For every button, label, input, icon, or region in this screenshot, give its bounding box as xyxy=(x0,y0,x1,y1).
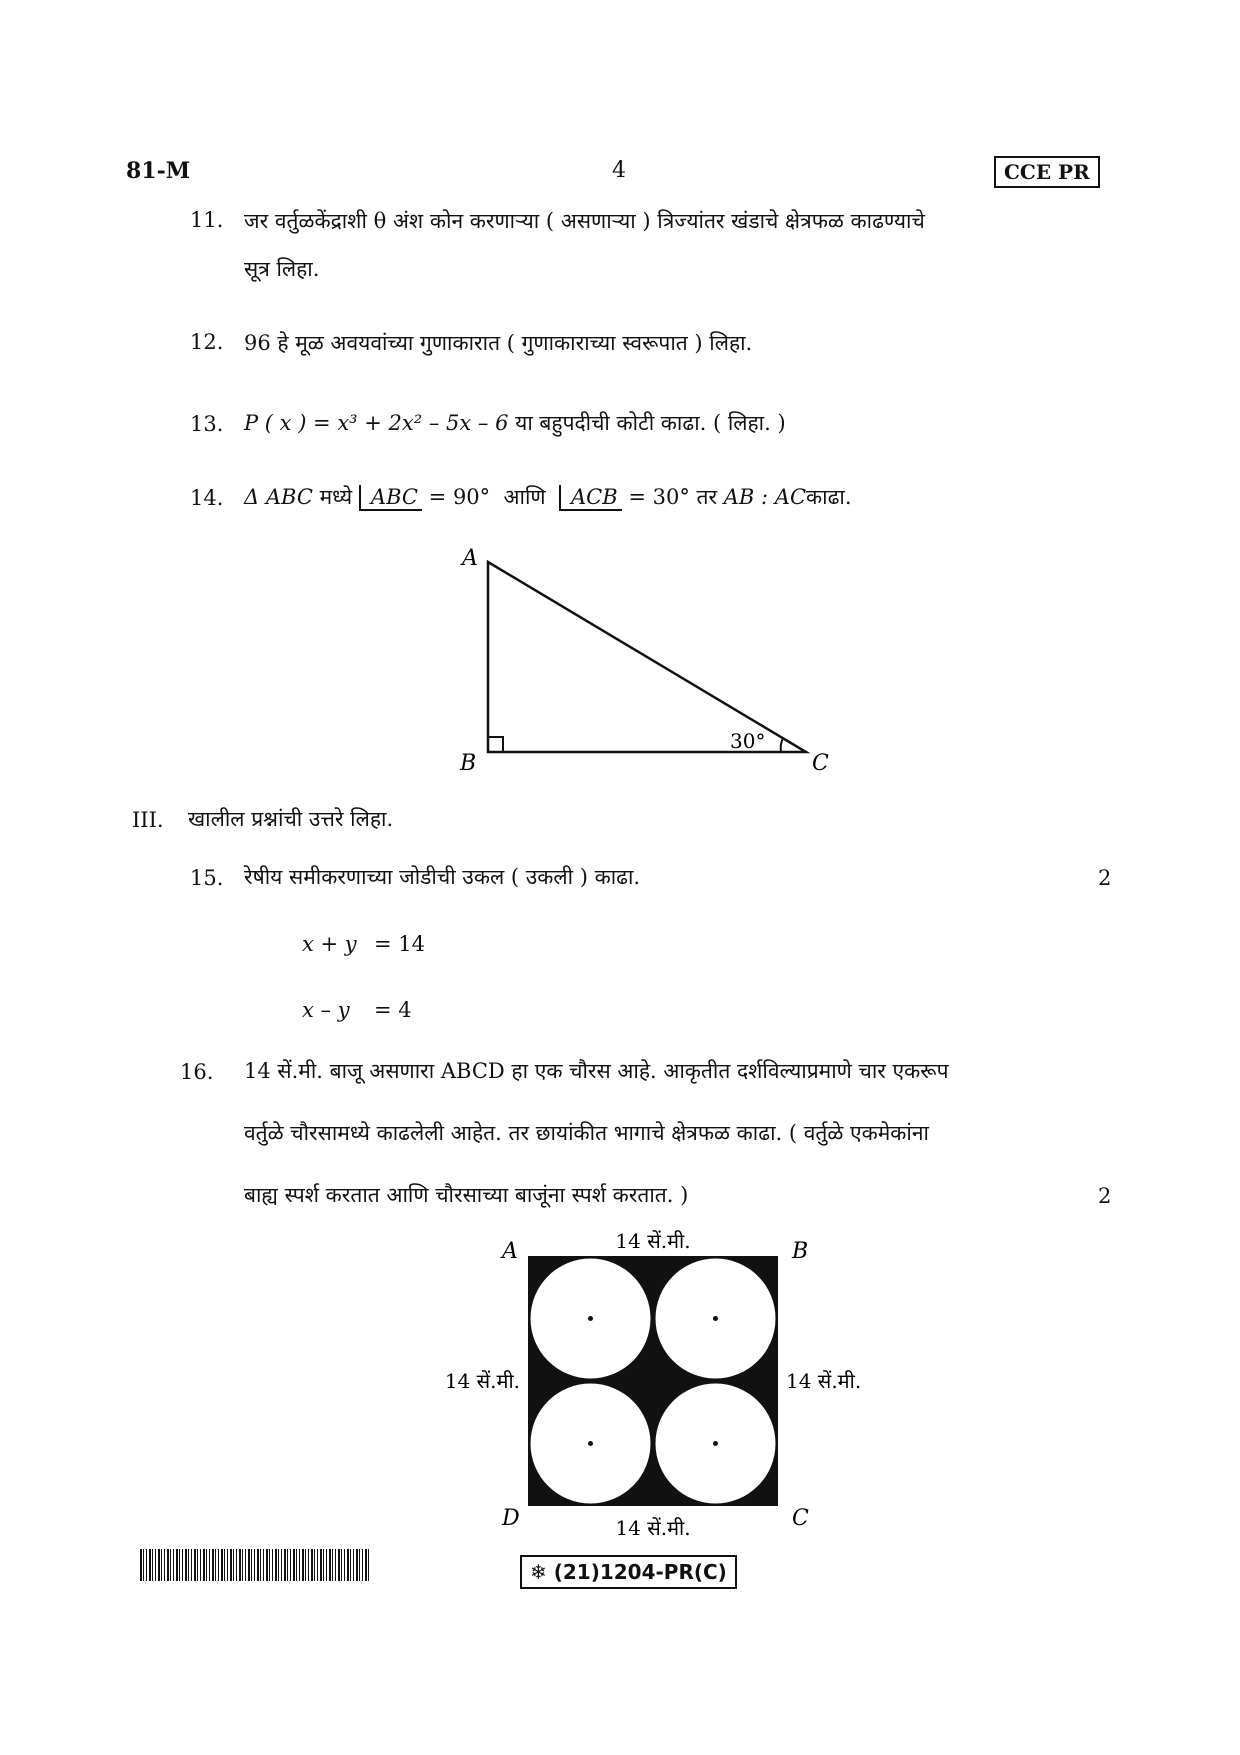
question-16-line2: वर्तुळे चौरसामध्ये काढलेली आहेत. तर छायांकीत भागाचे क्षेत्रफळ काढा. ( वर्तुळे एकमेकांना xyxy=(244,1121,929,1145)
paper-code: 81-M xyxy=(126,158,191,184)
polynomial-rhs: x³ + 2x² – 5x – 6 xyxy=(337,411,509,435)
center-dot-top-right xyxy=(713,1316,718,1321)
equation-1-lhs: x + y xyxy=(302,932,357,956)
center-dot-bottom-right xyxy=(713,1441,718,1446)
question-16-number: 16. xyxy=(180,1060,214,1084)
question-12-text: 96 हे मूळ अवयवांच्या गुणाकारात ( गुणाकाराच्या स्वरूपात ) लिहा. xyxy=(244,331,753,355)
question-13-text xyxy=(244,406,786,440)
right-triangle-figure xyxy=(440,530,860,780)
corner-a-label: A xyxy=(502,1239,518,1264)
vertex-a-label: A xyxy=(462,546,478,571)
page-number: 4 xyxy=(612,158,626,183)
question-15-marks: 2 xyxy=(1098,866,1112,890)
equation-2-rhs: = 4 xyxy=(374,998,412,1022)
corner-c-label: C xyxy=(792,1506,809,1531)
word-in: मध्ये xyxy=(319,485,353,509)
question-11-line2: सूत्र लिहा. xyxy=(244,257,320,281)
question-14-tail: काढा. xyxy=(806,485,852,509)
question-15-number: 15. xyxy=(190,866,224,890)
angle-acb-value: = 30° तर xyxy=(628,485,718,509)
question-16-marks: 2 xyxy=(1098,1184,1112,1208)
angle-30-label: 30° xyxy=(730,729,766,753)
angle-abc: ABC xyxy=(359,485,422,511)
polynomial-lhs: P ( x ) = xyxy=(244,411,331,435)
question-13-number: 13. xyxy=(190,412,224,436)
question-15-text: रेषीय समीकरणाच्या जोडीची उकल ( उकली ) काढा. xyxy=(244,865,641,889)
corner-d-label: D xyxy=(502,1506,520,1531)
corner-b-label: B xyxy=(792,1239,809,1264)
square-circles-figure xyxy=(420,1222,880,1542)
equation-1-rhs: = 14 xyxy=(374,932,425,956)
paper-tag: CCE PR xyxy=(994,156,1100,188)
angle-abc-value: = 90° xyxy=(428,485,491,509)
question-16-line3: बाह्य स्पर्श करतात आणि चौरसाच्या बाजूंना स्पर्श करतात. ) xyxy=(244,1183,689,1207)
question-12-number: 12. xyxy=(190,330,224,354)
footer-code: ❄ (21)1204-PR(C) xyxy=(520,1555,737,1589)
question-11-line1: जर वर्तुळकेंद्राशी θ अंश कोन करणाऱ्या ( असणाऱ्या ) त्रिज्यांतर खंडाचे क्षेत्रफळ काढण्याचे xyxy=(244,209,925,233)
center-dot-top-left xyxy=(588,1316,593,1321)
question-13-instruction: या बहुपदीची कोटी काढा. ( लिहा. ) xyxy=(515,411,786,435)
equation-2-lhs: x – y xyxy=(302,998,350,1022)
side-right-label: 14 सें.मी. xyxy=(786,1369,862,1393)
vertex-b-label: B xyxy=(460,751,477,776)
angle-acb: ACB xyxy=(559,485,622,511)
question-11-number: 11. xyxy=(190,208,224,232)
side-bottom-label: 14 सें.मी. xyxy=(615,1516,691,1540)
question-16-line1: 14 सें.मी. बाजू असणारा ABCD हा एक चौरस आहे. आकृतीत दर्शविल्याप्रमाणे चार एकरूप xyxy=(244,1059,949,1083)
section-title: खालील प्रश्नांची उत्तरे लिहा. xyxy=(188,807,394,831)
question-14-number: 14. xyxy=(190,486,224,510)
vertex-c-label: C xyxy=(812,751,829,776)
side-left-label: 14 सें.मी. xyxy=(444,1369,520,1393)
angle-c-arc xyxy=(781,738,783,752)
question-14-text xyxy=(244,480,852,514)
side-top-label: 14 सें.मी. xyxy=(615,1229,691,1253)
barcode xyxy=(140,1549,370,1581)
word-and: आणि xyxy=(503,485,546,509)
ratio-ab-ac: AB : AC xyxy=(723,485,807,509)
triangle-name: Δ ABC xyxy=(244,485,313,509)
center-dot-bottom-left xyxy=(588,1441,593,1446)
right-angle-mark xyxy=(488,737,503,752)
triangle-abc xyxy=(488,562,806,752)
section-number: III. xyxy=(132,808,164,832)
